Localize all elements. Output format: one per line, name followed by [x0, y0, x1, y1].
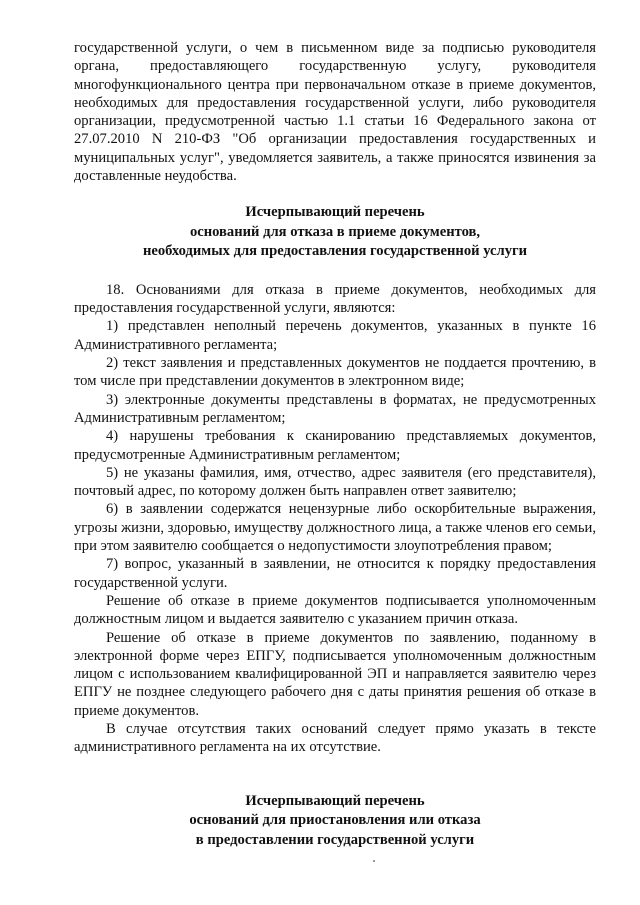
list-item: 6) в заявлении содержатся нецензурные либо оскорбительные выражения, угрозы жизни, здоровью, имуществу должностного лица, а также членов его семьи, при этом заявителю сообщается о недопустимости злоупотребления правом;	[74, 501, 596, 555]
intro-paragraph: государственной услуги, о чем в письменном виде за подписью руководителя органа, предоставляющего государственную услугу, руководителя многофункционального центра при первоначальном отказе в приеме документов, необходимых для предоставления государственной услуги, либо руководителя организации, предусмотренной частью 1.1 статьи 16 Федерального закона от 27.07.2010 N 210-ФЗ "Об организации предоставления государственных и муниципальных услуг", уведомляется заявитель, а также приносятся извинения за доставленные неудобства.	[74, 40, 596, 185]
heading-line: оснований для отказа в приеме документов,	[189, 223, 481, 240]
clause-18-lead: 18. Основаниями для отказа в приеме документов, необходимых для предоставления государственной услуги, являются:	[74, 281, 596, 317]
heading-line: необходимых для предоставления государственной услуги	[142, 243, 528, 260]
heading-line: оснований для приостановления или отказа	[189, 812, 481, 829]
section-heading-refusal-reasons	[74, 203, 596, 262]
absence-paragraph: В случае отсутствия таких оснований следует прямо указать в тексте административного регламента на их отсутствие.	[74, 721, 596, 756]
decision-paragraph: Решение об отказе в приеме документов подписывается уполномоченным должностным лицом и выдается заявителю с указанием причин отказа.	[74, 592, 596, 628]
list-item: 4) нарушены требования к сканированию представляемых документов, предусмотренные Административным регламентом;	[74, 428, 596, 463]
epgu-paragraph: Решение об отказе в приеме документов по заявлению, поданному в электронной форме через ЕПГУ, подписывается уполномоченным должностным лицом с использованием квалифицированной ЭП и направляется заявителю через ЕПГУ не позднее следующего рабочего дня с даты принятия решения об отказе в приеме документов.	[74, 629, 596, 719]
list-item: 1) представлен неполный перечень документов, указанных в пункте 16 Административного регламента;	[74, 318, 596, 353]
section-heading-suspension-reasons	[74, 792, 596, 851]
heading-line: в предоставлении государственной услуги	[195, 831, 475, 848]
document-body	[74, 39, 596, 850]
heading-line: Исчерпывающий перечень	[245, 204, 425, 221]
list-item: 2) текст заявления и представленных документов не поддается прочтению, в том числе при представлении документов в электронном виде;	[74, 355, 596, 390]
heading-line: Исчерпывающий перечень	[245, 792, 425, 809]
scan-speck	[373, 860, 375, 862]
list-item: 3) электронные документы представлены в форматах, не предусмотренных Административным регламентом;	[74, 391, 596, 426]
list-item: 7) вопрос, указанный в заявлении, не относится к порядку предоставления государственной услуги.	[74, 556, 596, 591]
list-item: 5) не указаны фамилия, имя, отчество, адрес заявителя (его представителя), почтовый адрес, по которому должен быть направлен ответ заявителю;	[74, 464, 596, 500]
